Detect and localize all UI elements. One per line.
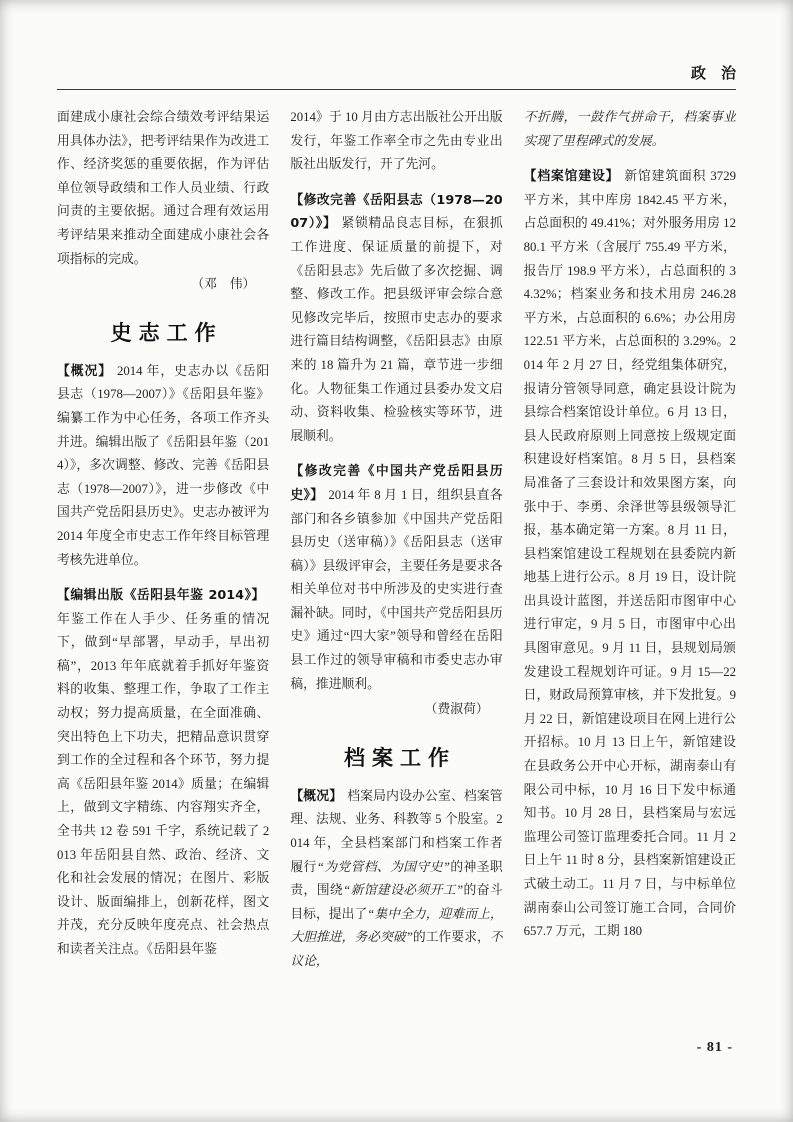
column-2 [290,106,502,1048]
entry-label: 【概况】 [57,363,112,379]
entry-text: 2014 年，史志办以《岳阳县志（1978—2007）》《岳阳县年鉴》编纂工作为中心任务，各项工作齐头并进。编辑出版了《岳阳县年鉴（2014）》，多次调整、修改、完善《岳阳县志（1978—2007）》，进一步修改《中国共产党岳阳县历史》。史志办被评为 2014 年度全市史志工作年终目标管理考核先进单位。 [57,363,270,567]
section-heading-shizhi: 史志工作 [110,320,223,345]
entry-paragraph [290,460,502,696]
text-columns [0,90,793,1048]
quoted-slogan: “集中全力，迎难而上，大胆推进，务必突破” [290,906,503,945]
entry-label: 【修改完善《岳阳县志（1978—2007）》】 [290,192,503,232]
entry-paragraph [290,189,502,449]
column-3 [524,106,736,1048]
entry-paragraph [57,360,269,572]
section-heading-dangan: 档案工作 [343,745,456,770]
entry-label: 【档案馆建设】 [523,169,620,185]
author-byline: （费淑荷） [424,702,489,717]
entry-paragraph [290,785,502,974]
entry-text: 2014 年 8 月 1 日，组织县直各部门和各乡镇参加《中国共产党岳阳县历史（送审稿）》《岳阳县志（送审稿）》县级评审会，主要任务是要求各相关单位对书中所涉及的史实进行查漏补缺。同时，《中国共产党岳阳县历史》通过“四大家”领导和曾经在岳阳县工作过的领导审稿和市委史志办审稿，推进顺利。 [290,487,503,691]
author-byline: （邓 伟） [191,277,256,292]
entry-text: 的工作要求， [412,930,490,945]
continued-paragraph: 面建成小康社会综合绩效考评结果运用具体办法》，把考评结果作为改进工作、经济奖惩的重要依据，作为评估单位领导政绩和工作人员业绩、行政问责的主要依据。通过合理有效运用考评结果来推动全面建成小康社会各项指标的完成。 [57,110,270,266]
running-head-section: 政 治 [690,64,736,82]
entry-text: 新馆建筑面积 3729 平方米，其中库房 1842.45 平方米，占总面积的 49.41%；对外服务用房 1280.1 平方米（含展厅 755.49 平方米，报告厅 198.9 平方米），占总面积的 34.32%；档案业务和技术用房 246.28 平方米，占总面积的 6.6%；办公用房 122.51 平方米，占总面积的 3.29%。2014 年 2 月 27 日，经党组集体研究，报请分管领导同意，确定县设计院为县综合档案馆设计单位。6 月 13 日，县人民政府原则上同意按上级规定面积建设好档案馆。8 月 5 日，县档案局准备了三套设计和效果图方案，向张中于、李勇、余泽世等县级领导汇报，基本确定第一方案。8 月 11 日，县档案馆建设工程规划在县委院内新地基上进行公示。8 月 19 日，设计院出具设计蓝图，并送岳阳市图审中心进行审定，9 月 5 日，市图审中心出具图审意见。9 月 11 日，县规划局颁发建设工程规划许可证。9 月 15—22 日，财政局预算审核，并下发批复。9 月 22 日，新馆建设项目在网上进行公开招标。10 月 13 日上午，新馆建设在县政务公开中心开标，湖南泰山有限公司中标，10 月 16 日下发中标通知书。10 月 28 日，县档案局与宏远监理公司签订监理委托合同。11 月 2 日上午 11 时 8 分，县档案新馆建设正式破土动工。11 月 7 日，与中标单位湖南泰山公司签订施工合同，合同价 657.7 万元，工期 180 [523,169,736,939]
continued-paragraph: 不折腾，一鼓作气拼命干，档案事业实现了里程碑式的发展。 [523,110,736,148]
page-header [0,0,793,83]
continued-paragraph: 2014》于 10 月由方志出版社公开出版发行，年鉴工作率全市之先由专业出版社出版发行，开了先河。 [290,110,503,172]
quoted-slogan: “新馆建设必须开工” [343,883,464,898]
entry-text: 年鉴工作在人手少、任务重的情况下，做到“早部署，早动手，早出初稿”，2013 年年底就着手抓好年鉴资料的收集、整理工作，争取了工作主动权；努力提高质量，在全面准确、突出特色上下功夫，把精品意识贯穿到工作的全过程和各个环节，努力提高《岳阳县年鉴 2014》质量；在编辑上，做到文字精练、内容翔实齐全，全书共 12 卷 591 千字，系统记载了 2013 年岳阳县自然、政治、经济、文化和社会发展的情况；在图片、彩版设计、版面编排上，创新花样，图文并茂，充分反映年度亮点、社会热点和读者关注点。《岳阳县年鉴 [57,611,270,956]
entry-label: 【概况】 [290,788,343,804]
entry-text: 档案局内设办公室、档案管理、法规、业务、科教等 5 个股室。2014 年，全县档案部门和档案工作者履行 [290,788,503,874]
entry-paragraph [57,584,269,962]
entry-label: 【修改完善《中国共产党岳阳县历史》】 [290,464,503,503]
entry-text: 紧锁精品良志目标，在狠抓工作进度、保证质量的前提下，对《岳阳县志》先后做了多次挖掘、调整、修改工作。把县级评审会综合意见修改完毕后，按照市史志办的要求进行篇目结构调整，《岳阳县志》由原来的 18 篇升为 21 篇，章节进一步细化。人物征集工作通过县委办发文启动、资料收集、检验核实等环节，进展顺利。 [290,216,503,443]
quoted-slogan: 不议论， [290,930,503,968]
entry-paragraph [524,165,736,944]
entry-text: 的神圣职责，围绕 [290,859,503,898]
column-1 [57,106,269,1048]
entry-label: 【编辑出版《岳阳县年鉴 2014》】 [57,588,265,604]
page-number: - 81 - [696,1040,733,1055]
quoted-slogan: “为党管档、为国守史” [316,859,450,874]
entry-text: 的奋斗目标，提出了 [290,883,503,921]
